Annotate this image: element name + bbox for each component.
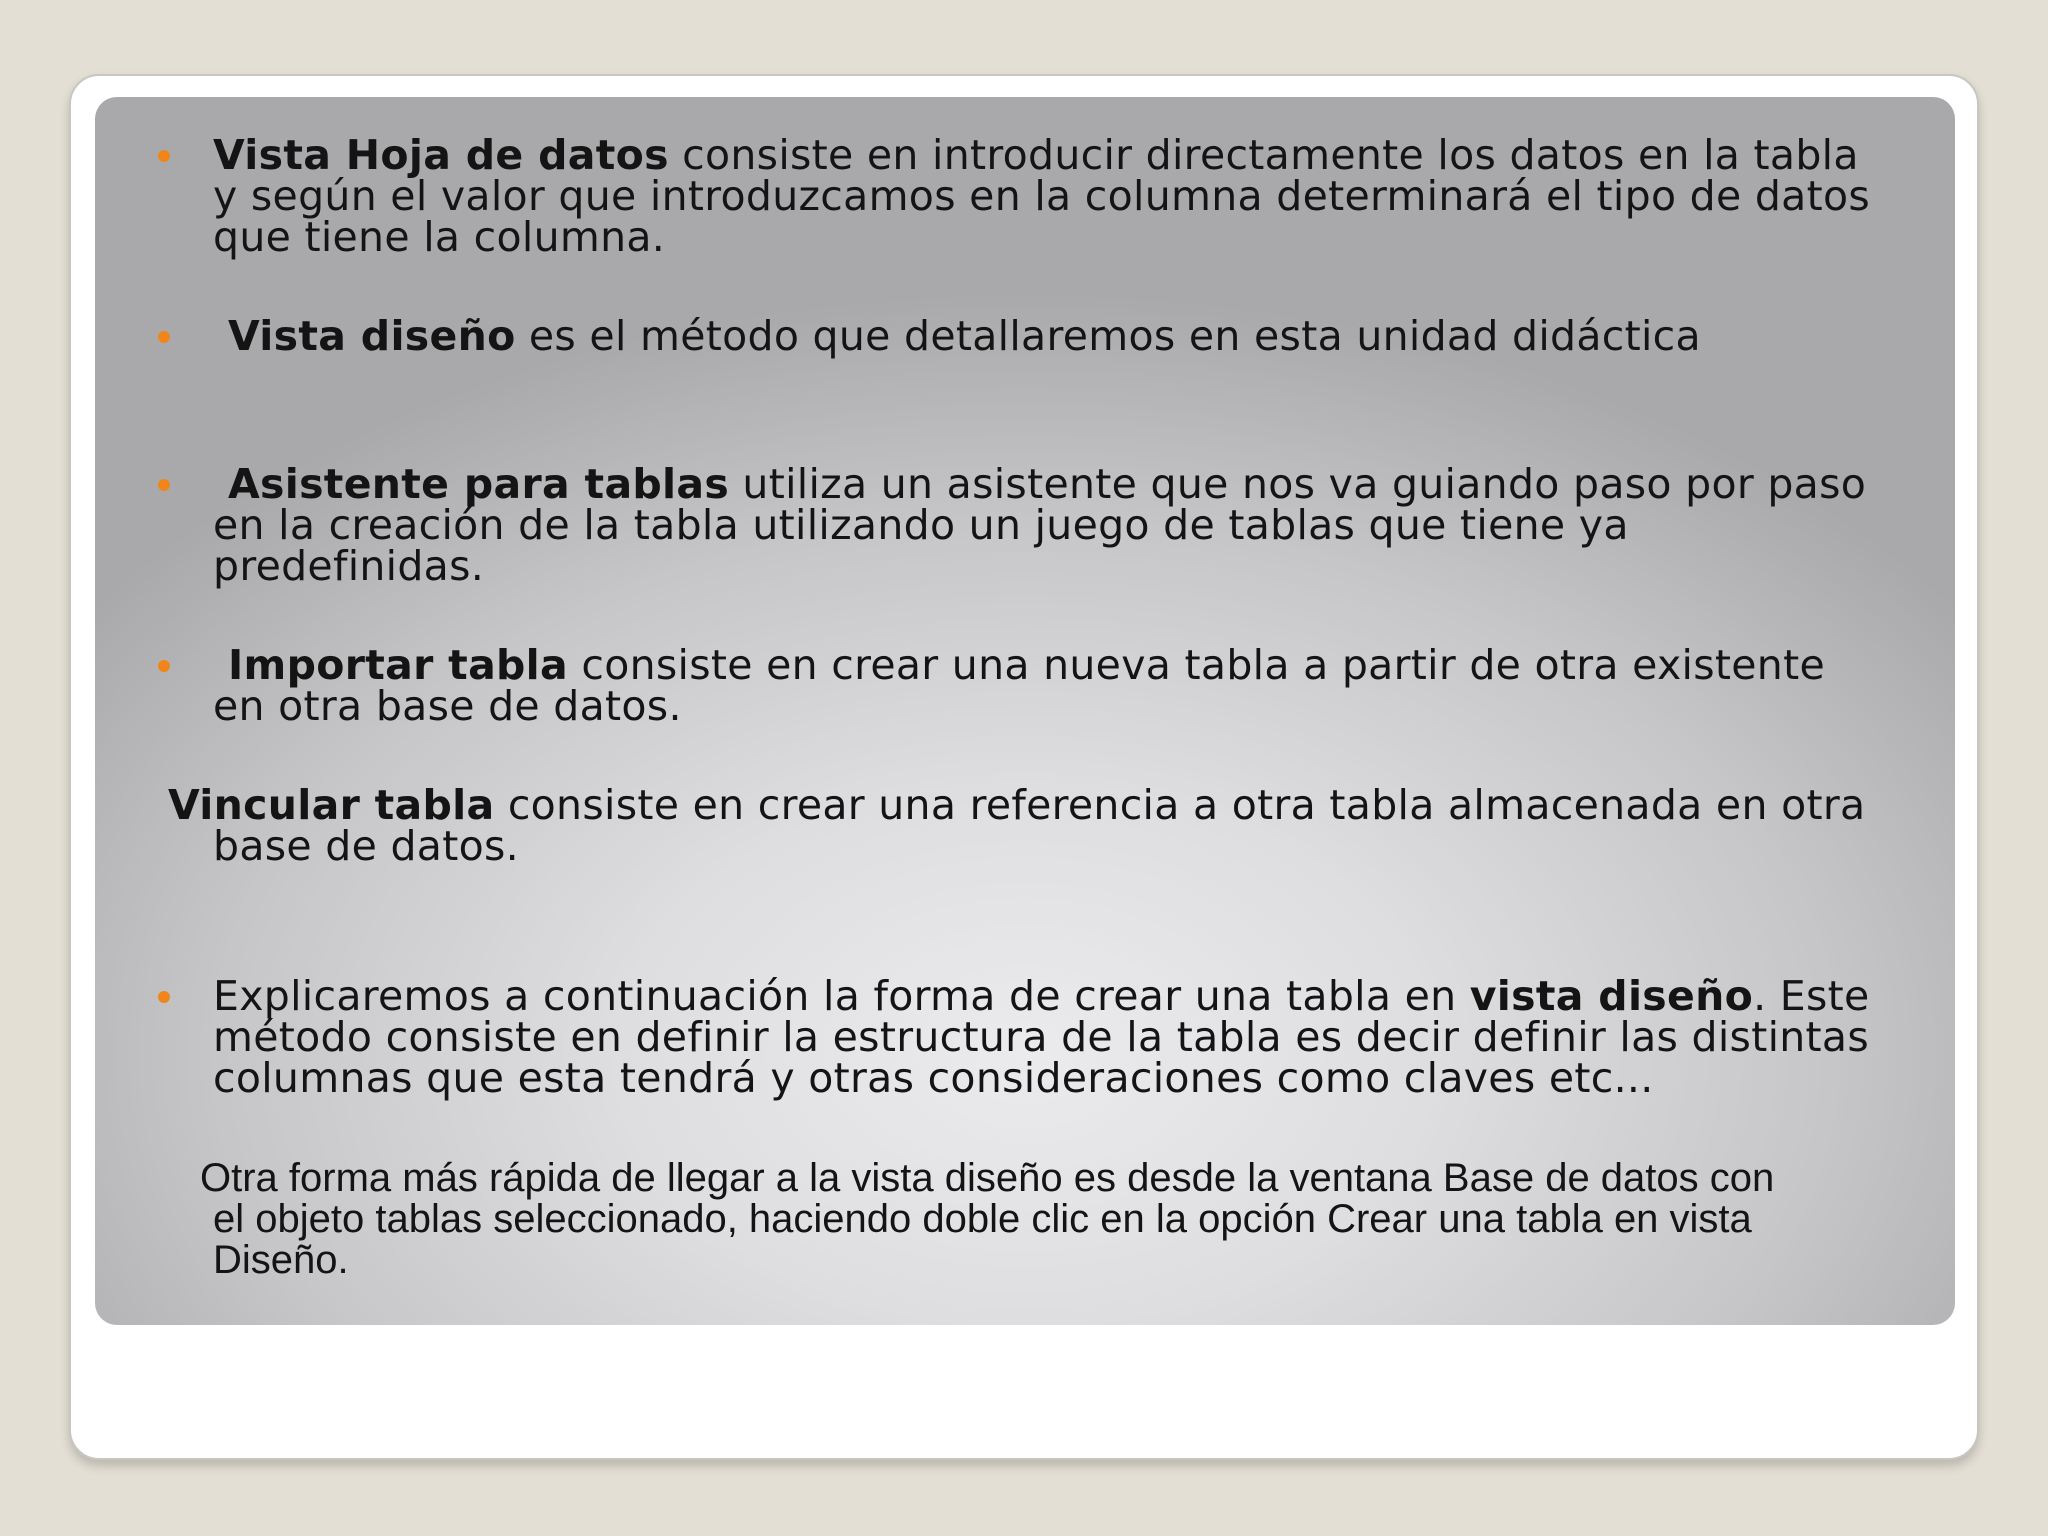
item-emphasis: vista diseño: [1469, 972, 1754, 1020]
item-text: que tiene la columna.: [213, 213, 666, 261]
orange-dot-icon: [158, 660, 170, 672]
item-text: método consiste en definir la estructura de la tabla es decir definir las distintas: [213, 1013, 1870, 1061]
orange-dot-icon: [158, 479, 170, 491]
item-text: es el método que detallaremos en esta unidad didáctica: [515, 312, 1701, 360]
item-title: Asistente para tablas: [228, 460, 730, 508]
item-title: Vista diseño: [228, 312, 516, 360]
item-text: predefinidas.: [213, 542, 485, 590]
item-explicaremos: [213, 972, 1870, 1102]
item-text: utiliza un asistente que nos va guiando paso por paso: [729, 460, 1867, 508]
orange-dot-icon: [158, 991, 170, 1003]
item-text: consiste en crear una nueva tabla a partir de otra existente: [568, 641, 1825, 689]
item-text: en la creación de la tabla utilizando un juego de tablas que tiene ya: [213, 501, 1629, 549]
item-text: consiste en introducir directamente los datos en la tabla: [668, 131, 1859, 179]
item-text: consiste en crear una referencia a otra tabla almacenada en otra: [494, 781, 1866, 829]
content-panel: [95, 97, 1955, 1325]
item-text: columnas que esta tendrá y otras consideraciones como claves etc...: [213, 1054, 1654, 1102]
item-title: Vista Hoja de datos: [213, 131, 669, 179]
item-text: en otra base de datos.: [213, 682, 682, 730]
item-text: el objeto tablas seleccionado, haciendo doble clic en la opción Crear una tabla en vista: [213, 1197, 1752, 1241]
item-text: . Este: [1753, 972, 1870, 1020]
item-vista-diseno: [228, 312, 1701, 360]
item-importar-tabla: [213, 641, 1825, 730]
item-title: Vincular tabla: [168, 781, 495, 829]
item-vista-hoja-de-datos: [213, 131, 1871, 261]
item-text: Otra forma más rápida de llegar a la vista diseño es desde la ventana Base de datos con: [200, 1156, 1775, 1200]
item-text: Explicaremos a continuación la forma de crear una tabla en: [213, 972, 1470, 1020]
item-vincular-tabla: [168, 781, 1866, 870]
item-otra-forma: [200, 1158, 1774, 1281]
orange-dot-icon: [158, 331, 170, 343]
orange-dot-icon: [158, 150, 170, 162]
item-title: Importar tabla: [228, 641, 569, 689]
item-text: y según el valor que introduzcamos en la columna determinará el tipo de datos: [213, 172, 1871, 220]
item-text: Diseño.: [213, 1238, 349, 1282]
item-text: base de datos.: [213, 822, 519, 870]
item-asistente-para-tablas: [213, 460, 1867, 590]
